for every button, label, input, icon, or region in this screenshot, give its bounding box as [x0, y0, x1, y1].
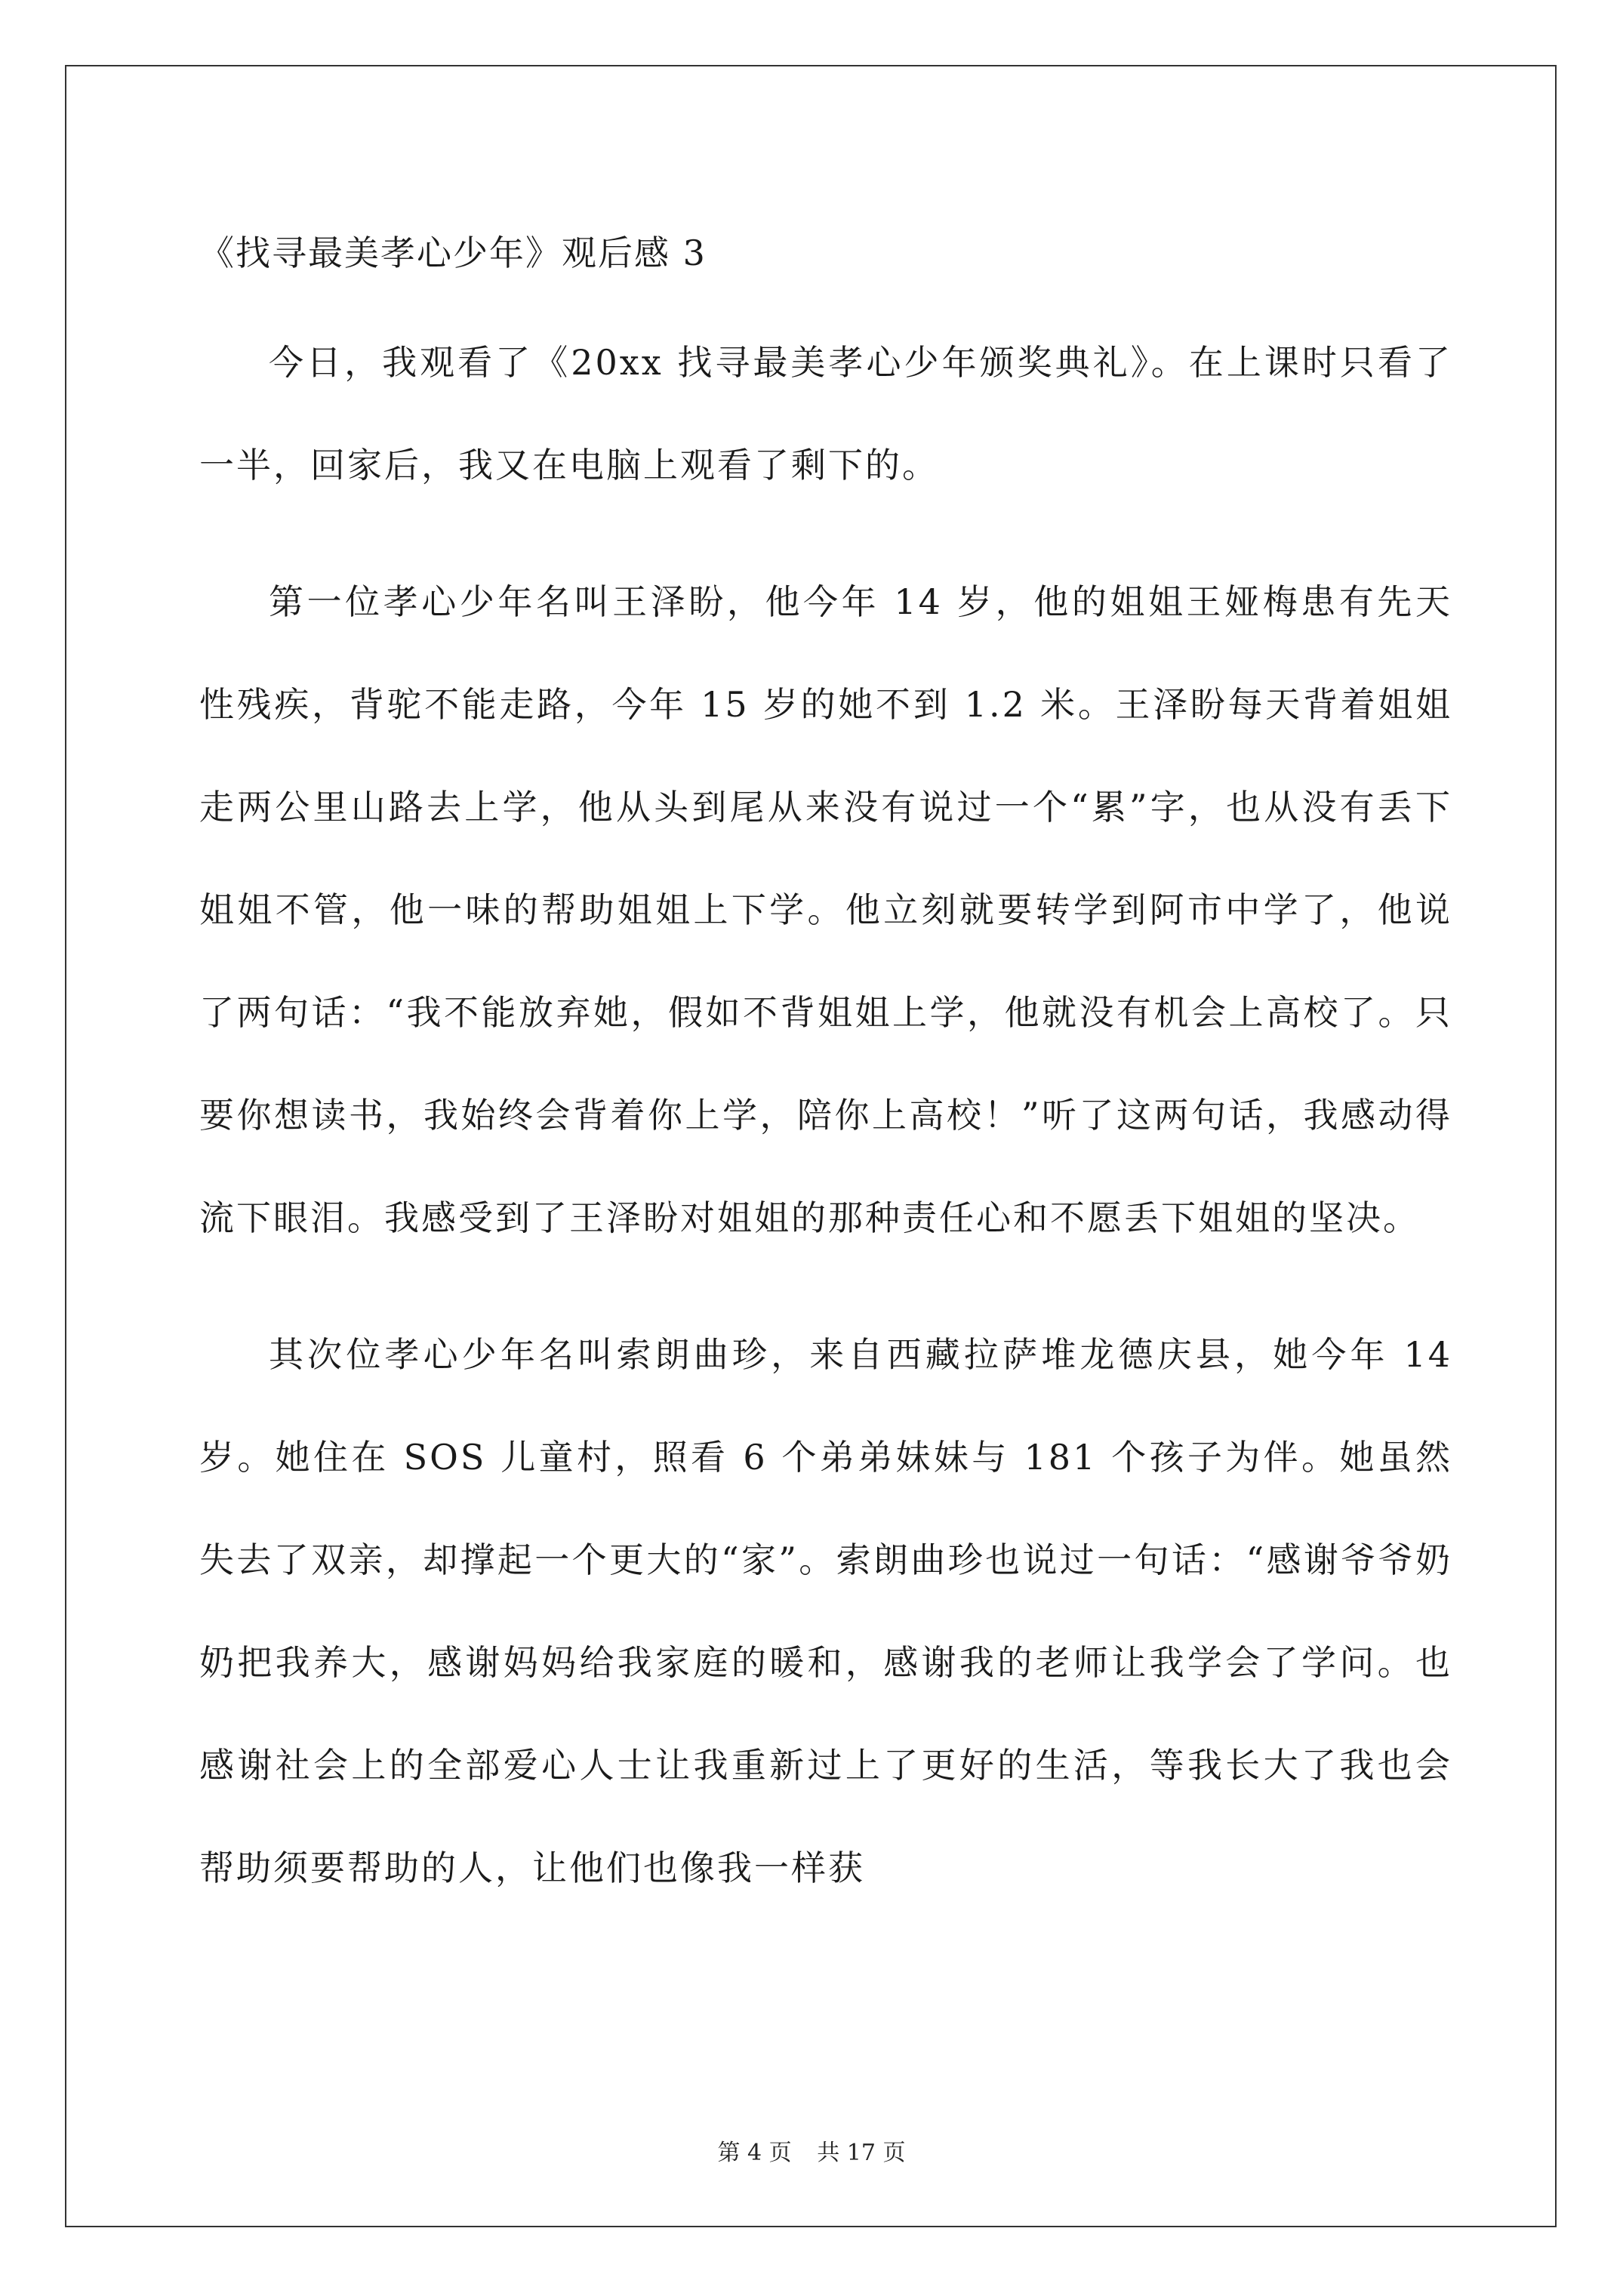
- page-footer: [0, 2134, 1623, 2167]
- document-body: [199, 219, 1452, 1919]
- page-number: 第 4 页: [717, 2140, 792, 2166]
- paragraph-3: 其次位孝心少年名叫索朗曲珍，来自西藏拉萨堆龙德庆县，她今年 14 岁。她住在 SOS 儿童村，照看 6 个弟弟妹妹与 181 个孩子为伴。她虽然失去了双亲，却撑起一个更大的“家”。索朗曲珍也说过一句话：“感谢爷爷奶奶把我养大，感谢妈妈给我家庭的暖和，感谢我的老师让我学会了学问。也感谢社会上的全部爱心人士让我重新过上了更好的生活，等我长大了我也会帮助须要帮助的人，让他们也像我一样获: [199, 1334, 1452, 1888]
- document-title: 《找寻最美孝心少年》观后感 3: [199, 233, 707, 273]
- paragraph-1: 今日，我观看了《20xx 找寻最美孝心少年颁奖典礼》。在上课时只看了一半，回家后，我又在电脑上观看了剩下的。: [199, 342, 1452, 485]
- paragraph-2: 第一位孝心少年名叫王泽盼，他今年 14 岁，他的姐姐王娅梅患有先天性残疾，背驼不能走路，今年 15 岁的她不到 1.2 米。王泽盼每天背着姐姐走两公里山路去上学，他从头到尾从来没有说过一个“累”字，也从没有丢下姐姐不管，他一味的帮助姐姐上下学。他立刻就要转学到阿市中学了，他说了两句话：“我不能放弃她，假如不背姐姐上学，他就没有机会上高校了。只要你想读书，我始终会背着你上学，陪你上高校！”听了这两句话，我感动得流下眼泪。我感受到了王泽盼对姐姐的那种责任心和不愿丢下姐姐的坚决。: [199, 581, 1452, 1238]
- page-total: 共 17 页: [817, 2140, 906, 2166]
